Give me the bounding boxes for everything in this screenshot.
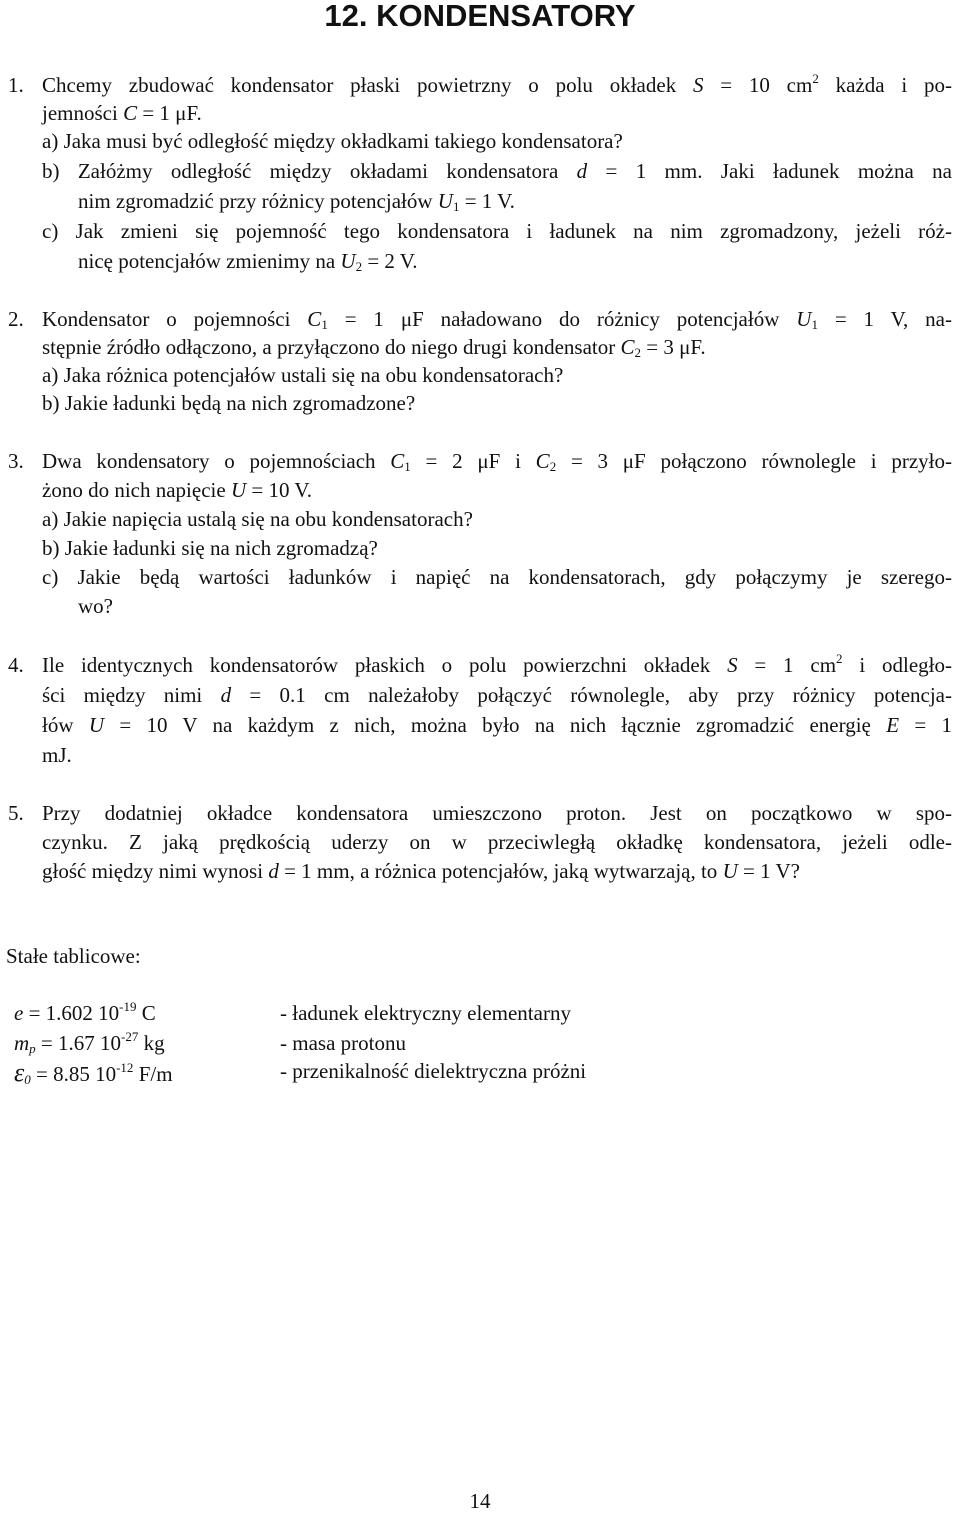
constant-symbol: $\varepsilon_0 = 8.85$ $10^{-12}$ F/m [14, 1058, 173, 1087]
problem-stem-line: mJ. [42, 743, 72, 767]
problem-part: a) Jaka różnica potencjałów ustali się na obu kondensatorach? [42, 363, 564, 387]
problem-number: 4. [8, 653, 24, 677]
problem-stem-line: stępnie źródło odłączono, a przyłączono do niego drugi kondensator $C_2 = 3$ μF. [42, 335, 706, 360]
problem-stem-line: ści między nimi d = 0.1 cm należałoby połączyć równolegle, aby przy różnicy potencja- [42, 683, 952, 707]
constants-heading: Stałe tablicowe: [6, 944, 141, 968]
problem-stem-line: czynku. Z jaką prędkością uderzy on w przeciwległą okładkę kondensatora, jeżeli odle- [42, 830, 952, 854]
problem-part: c) Jak zmieni się pojemność tego kondensatora i ładunek na nim zgromadzony, jeżeli róż- [42, 219, 952, 243]
problem-stem-line: łów U = 10 V na każdym z nich, można było na nich łącznie zgromadzić energię E = 1 [42, 713, 953, 737]
constant-symbol: e = 1.602 $10^{-19}$ C [14, 999, 156, 1025]
problem-stem-line: Dwa kondensatory o pojemnościach $C_1 = 2$ μF i $C_2 = 3$ μF połączono równolegle i przyło- [42, 449, 952, 474]
problem-part: b) Załóżmy odległość między okładami kondensatora d = 1 mm. Jaki ładunek można na [42, 159, 952, 183]
problem-number: 2. [8, 307, 24, 331]
page-title: 12. KONDENSATORY [324, 0, 636, 33]
problem-stem-line: jemności C = 1 μF. [42, 101, 202, 125]
problem-part: b) Jakie ładunki się na nich zgromadzą? [42, 536, 378, 560]
problem-part: a) Jakie napięcia ustalą się na obu kondensatorach? [42, 507, 473, 531]
problem-part: a) Jaka musi być odległość między okładkami takiego kondensatora? [42, 129, 623, 153]
problem-stem-line: Chcemy zbudować kondensator płaski powietrzny o polu okładek S = 10 $cm^2$ każda i po- [42, 71, 952, 97]
problem-stem-line: Przy dodatniej okładce kondensatora umieszczono proton. Jest on początkowo w spo- [42, 801, 952, 825]
constant-description: - masa protonu [280, 1031, 406, 1055]
constant-description: - ładunek elektryczny elementarny [280, 1001, 571, 1025]
problem-part: c) Jakie będą wartości ładunków i napięć na kondensatorach, gdy połączymy je szerego- [42, 565, 952, 589]
problem-stem-line: głość między nimi wynosi d = 1 mm, a różnica potencjałów, jaką wytwarzają, to U = 1 V? [42, 859, 800, 883]
problem-part: b) Jakie ładunki będą na nich zgromadzone? [42, 391, 416, 415]
page-number: 14 [469, 1489, 491, 1513]
problem-part-continued: nicę potencjałów zmienimy na $U_2 = 2$ V. [78, 249, 418, 274]
problem-number: 3. [8, 449, 24, 473]
constant-description: - przenikalność dielektryczna próżni [280, 1059, 587, 1083]
problem-part-continued: nim zgromadzić przy różnicy potencjałów $U_1 = 1$ V. [78, 189, 515, 214]
constant-symbol: $m_p = 1.67$ $10^{-27}$ kg [14, 1029, 165, 1056]
problem-stem-line: żono do nich napięcie U = 10 V. [42, 478, 313, 502]
problem-stem-line: Kondensator o pojemności $C_1 = 1$ μF naładowano do różnicy potencjałów $U_1 = 1$ V, na- [42, 307, 952, 332]
problem-part-continued: wo? [78, 594, 113, 618]
problem-number: 1. [8, 73, 24, 97]
problem-stem-line: Ile identycznych kondensatorów płaskich o polu powierzchni okładek S = 1 $cm^2$ i odległo- [42, 651, 952, 677]
problem-number: 5. [8, 801, 24, 825]
